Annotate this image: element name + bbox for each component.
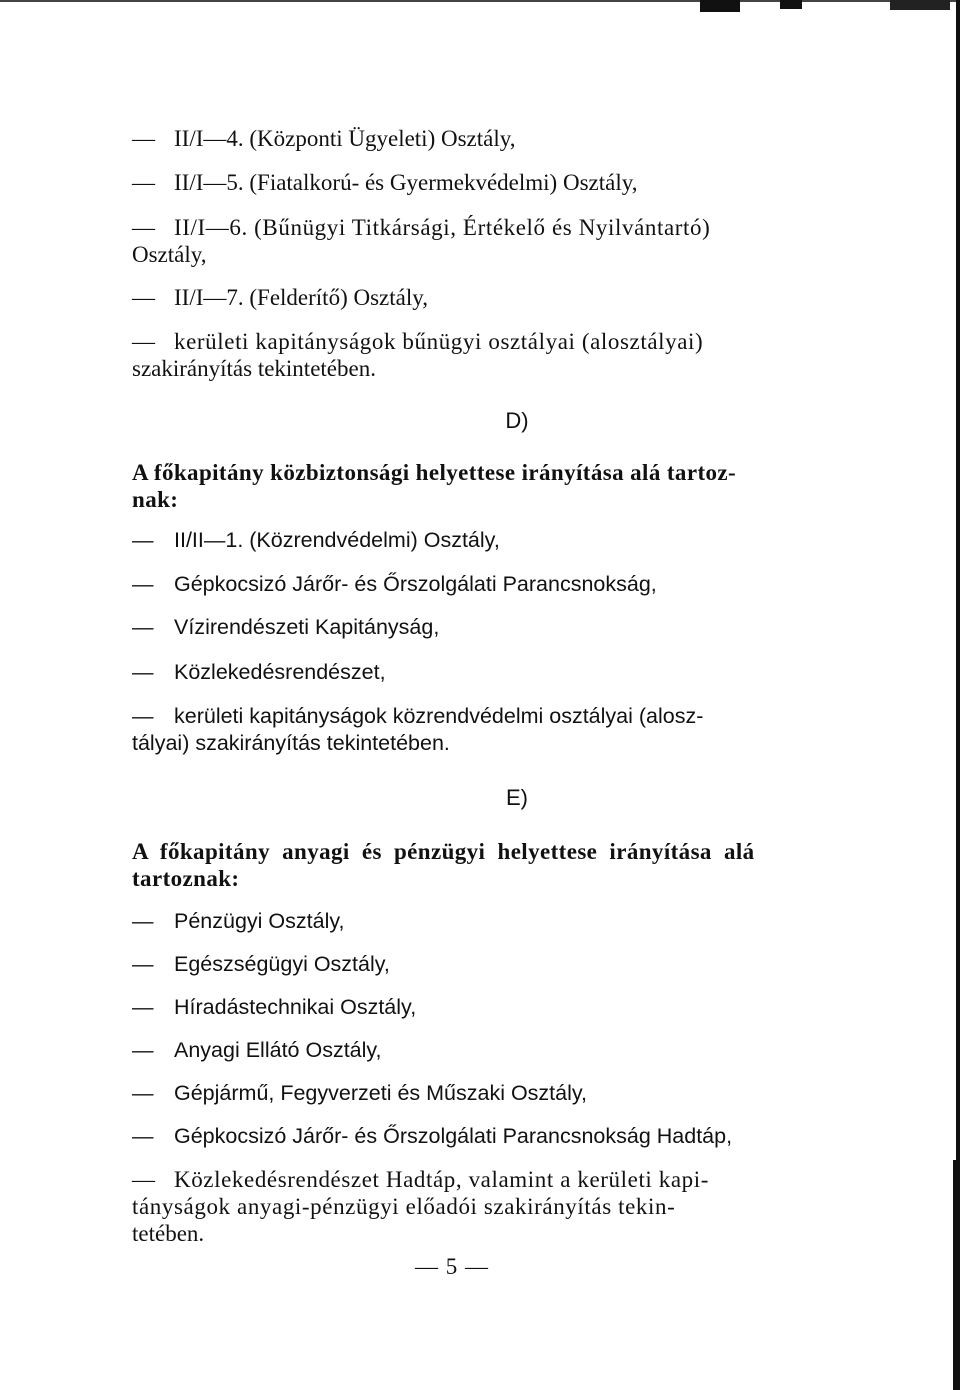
section-d-item-1-wrap xyxy=(132,527,500,554)
list-item-text: Anyagi Ellátó Osztály, xyxy=(174,1038,382,1062)
list-item-continuation: tányságok anyagi-pénzügyi előadói szakirányítás tekin- xyxy=(132,1194,676,1219)
list-item-continuation: tetében. xyxy=(132,1221,205,1246)
list-item-text: Pénzügyi Osztály, xyxy=(174,909,345,933)
intro-list-item-2-wrap xyxy=(132,169,637,196)
section-letter-d: D) xyxy=(505,408,529,433)
list-item xyxy=(132,659,386,686)
intro-list-item-3-wrap xyxy=(132,214,822,268)
list-item-text: II/I—4. (Központi Ügyeleti) Osztály, xyxy=(174,126,516,151)
list-item-text: Gépkocsizó Járőr- és Őrszolgálati Parancsnokság, xyxy=(174,572,657,596)
list-item xyxy=(132,1123,732,1150)
list-dash: — xyxy=(132,1038,154,1062)
scan-edge-right xyxy=(946,0,960,1390)
list-item xyxy=(132,951,390,978)
list-item xyxy=(132,703,822,730)
list-item-continuation: Osztály, xyxy=(132,242,207,267)
list-item xyxy=(132,284,428,311)
section-e-item-6-wrap xyxy=(132,1123,732,1150)
list-item-text: II/II—1. (Közrendvédelmi) Osztály, xyxy=(174,528,500,552)
list-dash: — xyxy=(132,528,154,552)
list-dash: — xyxy=(132,660,154,684)
section-e-item-5-wrap xyxy=(132,1080,587,1107)
section-heading-e xyxy=(132,838,822,892)
list-item xyxy=(132,1166,822,1193)
scan-edge-top xyxy=(0,0,960,14)
section-e-item-4-wrap xyxy=(132,1037,382,1064)
list-item-text: II/I—6. (Bűnügyi Titkársági, Értékelő és Nyilvántartó) xyxy=(174,215,711,240)
section-heading-line: A főkapitány közbiztonsági helyettese irányítása alá tartoz- xyxy=(132,460,737,485)
list-item xyxy=(132,214,822,241)
section-heading-line: A főkapitány anyagi és pénzügyi helyettese irányítása alá xyxy=(132,839,755,864)
page-number: — 5 — xyxy=(415,1254,489,1279)
section-e-item-3-wrap xyxy=(132,994,416,1021)
list-dash: — xyxy=(132,572,154,596)
list-dash: — xyxy=(132,615,154,639)
list-item-text: Közlekedésrendészet Hadtáp, valamint a kerületi kapi- xyxy=(174,1167,710,1192)
section-e-item-2-wrap xyxy=(132,951,390,978)
list-item-text: Gépjármű, Fegyverzeti és Műszaki Osztály, xyxy=(174,1081,588,1105)
section-d-item-5-wrap xyxy=(132,703,822,757)
list-item-text: Gépkocsizó Járőr- és Őrszolgálati Parancsnokság Hadtáp, xyxy=(174,1124,733,1148)
list-item xyxy=(132,908,344,935)
list-item xyxy=(132,125,516,152)
section-d-item-3-wrap xyxy=(132,614,439,641)
list-dash: — xyxy=(132,952,154,976)
section-d-item-4-wrap xyxy=(132,659,386,686)
list-item xyxy=(132,614,439,641)
list-dash: — xyxy=(132,1167,155,1192)
intro-list xyxy=(132,125,516,152)
section-e-item-1-wrap xyxy=(132,908,344,935)
list-item xyxy=(132,994,416,1021)
list-item-text: II/I—5. (Fiatalkorú- és Gyermekvédelmi) Osztály, xyxy=(174,170,638,195)
list-dash: — xyxy=(132,285,155,310)
list-item xyxy=(132,1080,587,1107)
list-item-text: II/I—7. (Felderítő) Osztály, xyxy=(174,285,428,310)
list-dash: — xyxy=(132,1124,154,1148)
list-dash: — xyxy=(132,215,155,240)
list-item-text: kerületi kapitányságok bűnügyi osztályai (alosztályai) xyxy=(174,329,704,354)
list-dash: — xyxy=(132,170,155,195)
list-item-continuation: szakirányítás tekintetében. xyxy=(132,356,376,381)
list-item xyxy=(132,328,822,355)
list-item-text: Közlekedésrendészet, xyxy=(174,660,386,684)
list-item xyxy=(132,571,657,598)
list-item-text: Híradástechnikai Osztály, xyxy=(174,995,417,1019)
intro-list-item-5-wrap xyxy=(132,328,822,382)
list-item-text: kerületi kapitányságok közrendvédelmi osztályai (alosz- xyxy=(174,704,704,728)
list-item-text: Vízirendészeti Kapitányság, xyxy=(174,615,440,639)
section-d-item-2-wrap xyxy=(132,571,657,598)
section-e-item-7-wrap xyxy=(132,1166,822,1247)
list-item xyxy=(132,1037,382,1064)
list-dash: — xyxy=(132,329,155,354)
list-dash: — xyxy=(132,704,154,728)
list-item xyxy=(132,527,500,554)
section-letter-e: E) xyxy=(506,785,528,810)
list-dash: — xyxy=(132,995,154,1019)
section-heading-line: nak: xyxy=(132,487,179,512)
list-dash: — xyxy=(132,1081,154,1105)
intro-list-item-4-wrap xyxy=(132,284,428,311)
list-dash: — xyxy=(132,909,154,933)
list-item xyxy=(132,169,637,196)
list-item-text: Egészségügyi Osztály, xyxy=(174,952,390,976)
section-heading-line: tartoznak: xyxy=(132,866,240,891)
list-dash: — xyxy=(132,126,155,151)
list-item-continuation: tályai) szakirányítás tekintetében. xyxy=(132,731,450,755)
section-heading-d xyxy=(132,459,822,513)
